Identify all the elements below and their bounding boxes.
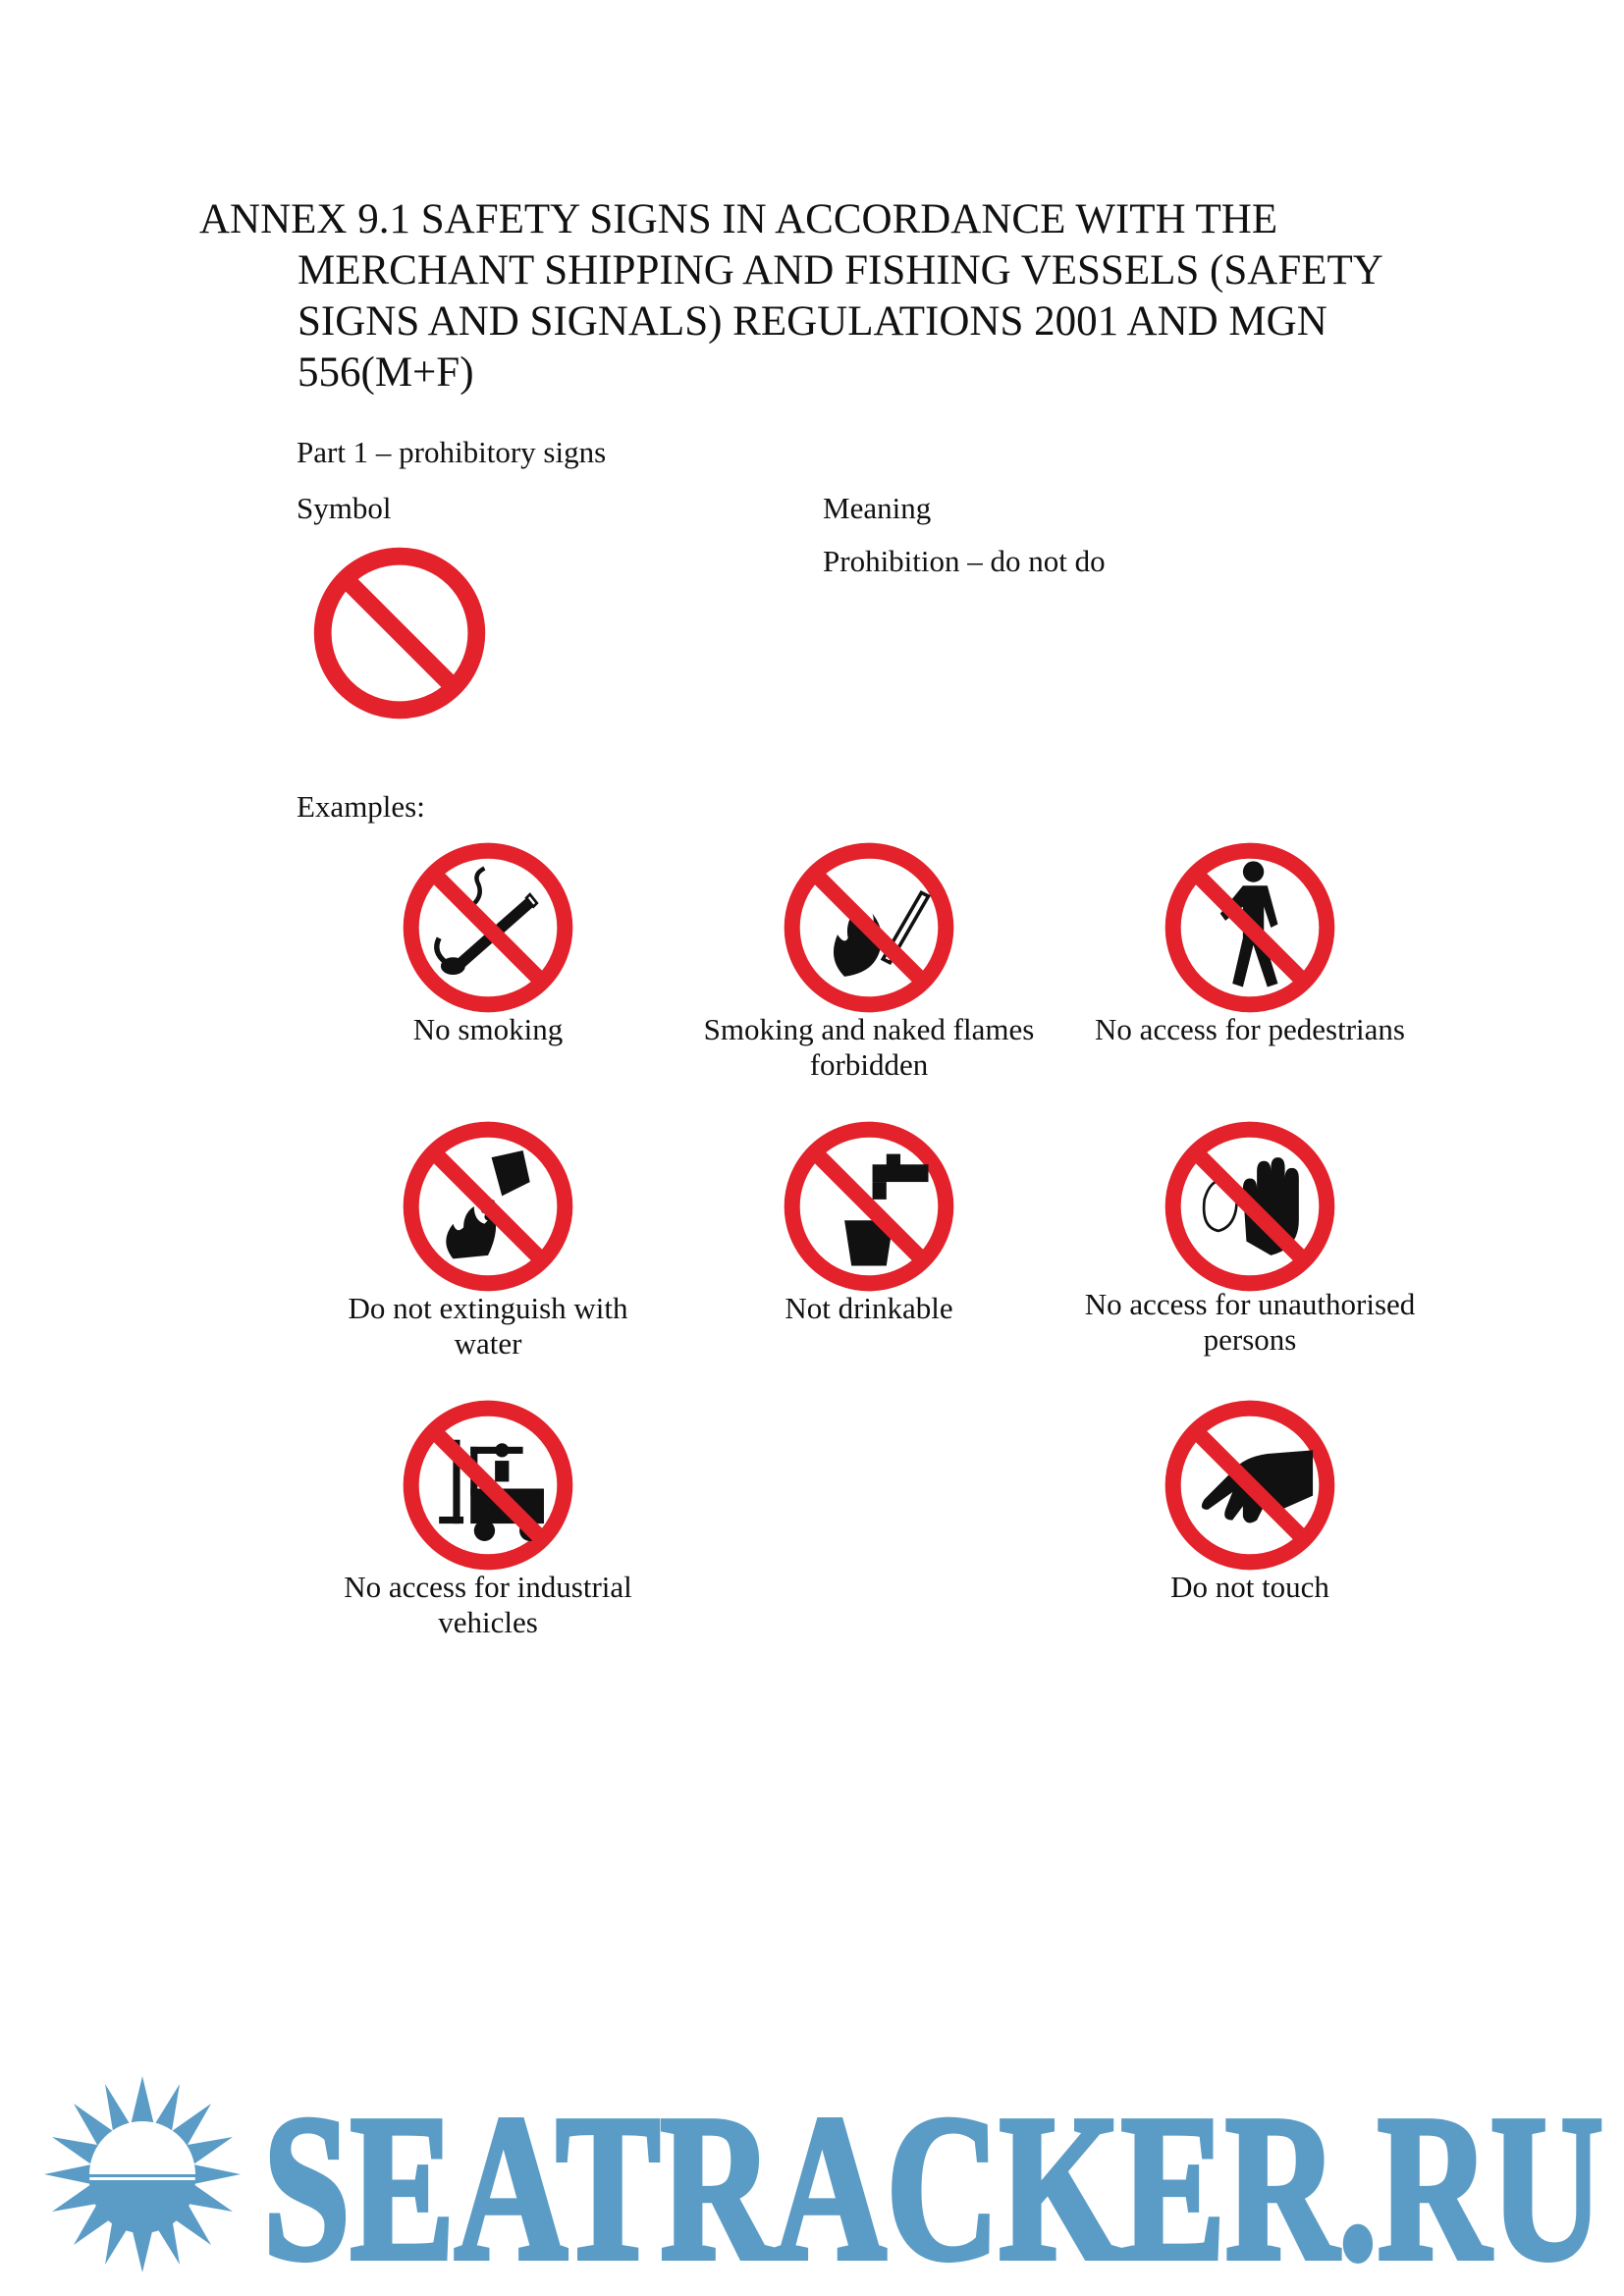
annex-heading: [199, 194, 1476, 399]
sign-caption: Smoking and naked flames forbidden: [703, 1012, 1035, 1082]
watermark-text: SEATRACKER.RU: [263, 2072, 1603, 2287]
part-title: Part 1 – prohibitory signs: [297, 435, 607, 469]
no-naked-flames-icon: [782, 840, 956, 1015]
no-industrial-vehicles-icon: [401, 1398, 575, 1573]
sign-caption: No smoking: [412, 1012, 564, 1046]
sign-caption: No access for industrial vehicles: [344, 1570, 632, 1639]
do-not-touch-icon: [1163, 1398, 1337, 1573]
sign-caption: Do not extinguish with water: [348, 1291, 628, 1361]
no-water-extinguish-icon: [401, 1119, 575, 1294]
sign-caption: Do not touch: [1170, 1570, 1329, 1604]
prohibition-sign-icon: [312, 546, 487, 721]
meaning-column-header: Meaning: [823, 491, 932, 525]
heading-line-4: 556(M+F): [298, 349, 474, 396]
not-drinkable-icon: [782, 1119, 956, 1294]
heading-line-1: ANNEX 9.1 SAFETY SIGNS IN ACCORDANCE WITH THE: [199, 196, 1278, 242]
sign-caption: No access for pedestrians: [1095, 1012, 1405, 1046]
symbol-column-header: Symbol: [297, 491, 392, 525]
heading-line-2: MERCHANT SHIPPING AND FISHING VESSELS (SAFETY: [298, 247, 1383, 294]
no-unauthorised-access-icon: [1163, 1119, 1337, 1294]
no-pedestrians-icon: [1163, 840, 1337, 1015]
no-smoking-icon: [401, 840, 575, 1015]
examples-label: Examples:: [297, 789, 425, 824]
general-sign-meaning: Prohibition – do not do: [823, 544, 1106, 578]
heading-line-3: SIGNS AND SIGNALS) REGULATIONS 2001 AND MGN: [298, 298, 1327, 345]
seatracker-watermark: [39, 2071, 1610, 2287]
sign-caption: No access for unauthorised persons: [1084, 1287, 1416, 1357]
sun-logo-icon: [44, 2076, 241, 2272]
sign-caption: Not drinkable: [785, 1291, 953, 1325]
